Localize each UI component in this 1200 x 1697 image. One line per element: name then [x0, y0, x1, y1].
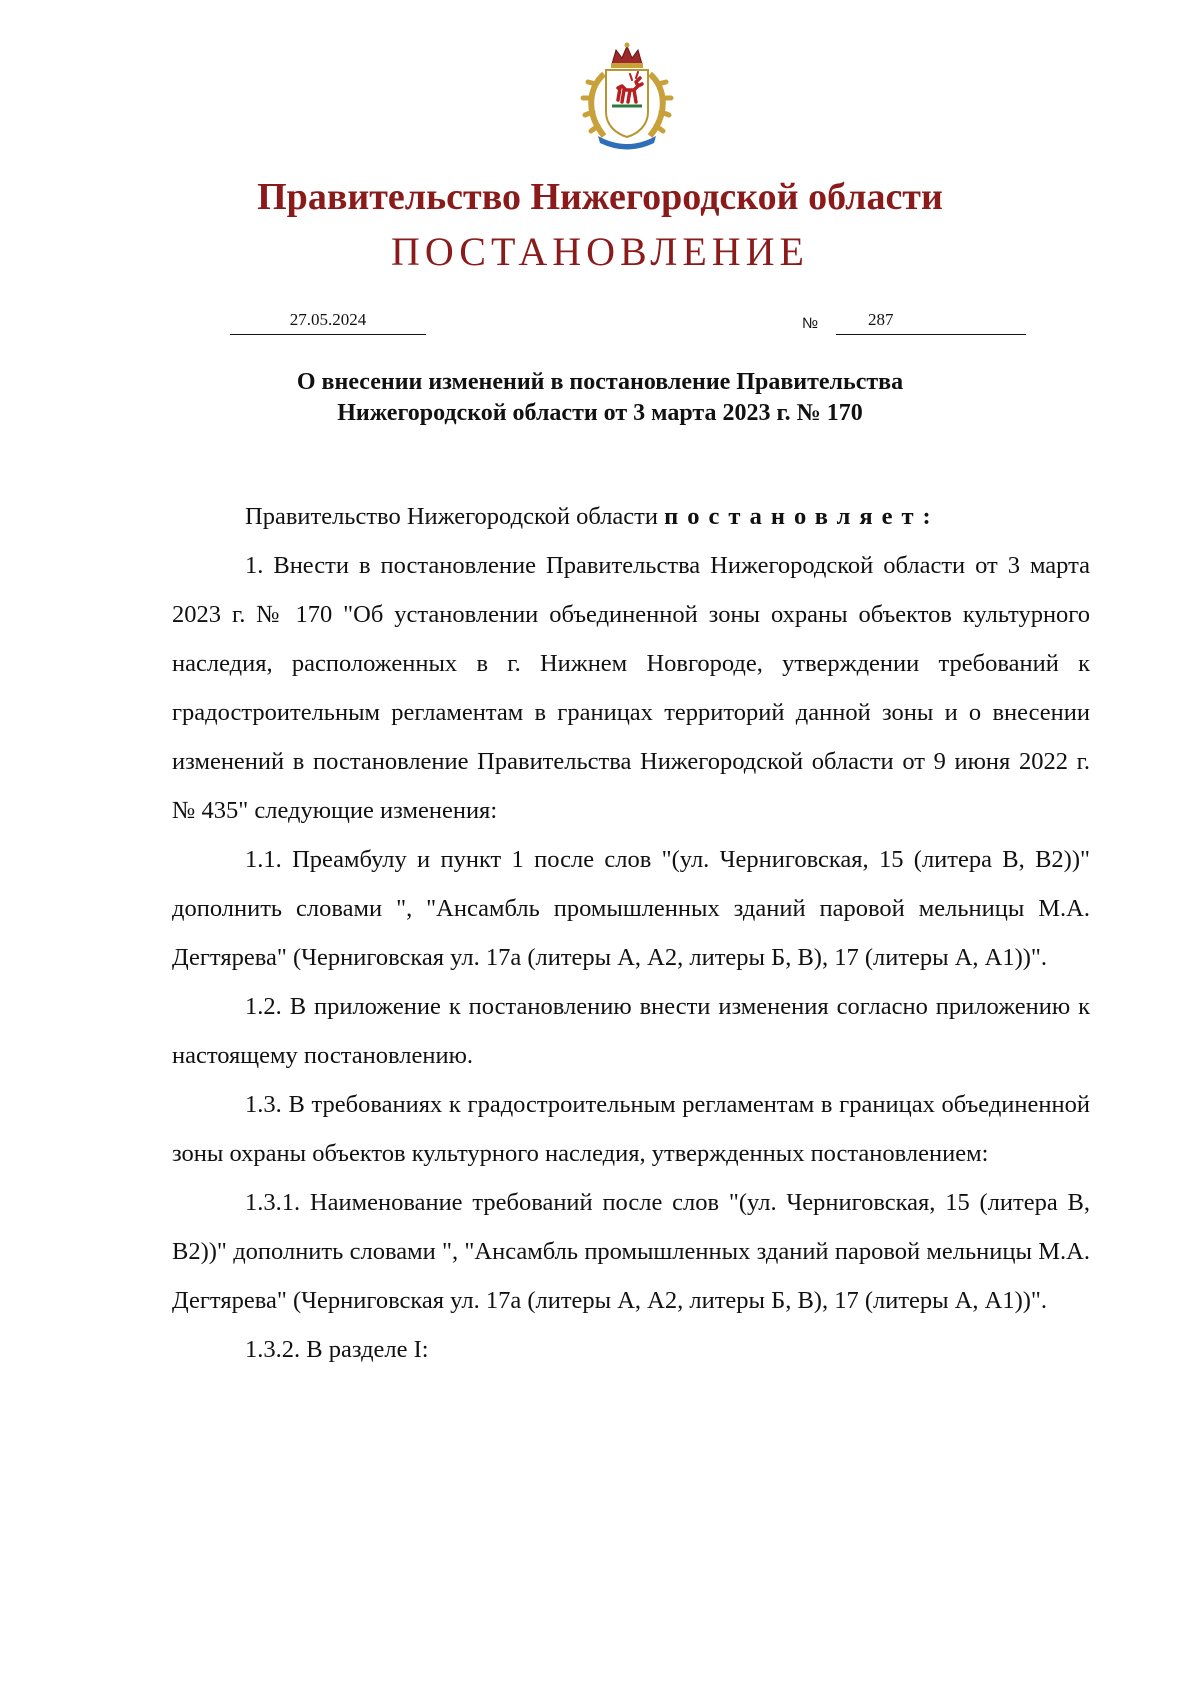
- document-body: [172, 492, 1090, 1374]
- number-sign: №: [802, 315, 819, 332]
- paragraph-1-3-2: 1.3.2. В разделе I:: [245, 1336, 429, 1363]
- paragraph-1-3-1: 1.3.1. Наименование требований после слов "(ул. Черниговская, 15 (литера В, В2))" дополнить словами ", "Ансамбль промышленных зданий паровой мельницы М.А. Дегтярева" (Черниговская ул. 17а (литеры А, А2, литеры Б, В), 17 (литеры А, А1))".: [172, 1189, 1090, 1314]
- document-type: ПОСТАНОВЛЕНИЕ: [391, 229, 809, 274]
- coat-of-arms-icon: [574, 40, 680, 150]
- preamble-text: Правительство Нижегородской области: [245, 503, 665, 530]
- paragraph-1: 1. Внести в постановление Правительства Нижегородской области от 3 марта 2023 г. № 170 "Об установлении объединенной зоны охраны объектов культурного наследия, расположенных в г. Нижнем Новгороде, утверждении требований к градостроительным регламентам в границах территорий данной зоны и о внесении изменений в постановление Правительства Нижегородской области от 9 июня 2022 г. № 435" следующие изменения:: [172, 552, 1090, 824]
- paragraph-1-3: 1.3. В требованиях к градостроительным регламентам в границах объединенной зоны охраны объектов культурного наследия, утвержденных постановлением:: [172, 1091, 1090, 1167]
- subject-line-2: Нижегородской области от 3 марта 2023 г. № 170: [337, 400, 863, 426]
- document-subject: [0, 367, 1200, 429]
- organization-title: Правительство Нижегородской области: [257, 176, 943, 218]
- paragraph-1-1: 1.1. Преамбулу и пункт 1 после слов "(ул. Черниговская, 15 (литера В, В2))" дополнить словами ", "Ансамбль промышленных зданий паровой мельницы М.А. Дегтярева" (Черниговская ул. 17а (литеры А, А2, литеры Б, В), 17 (литеры А, А1))".: [172, 846, 1090, 971]
- preamble: [172, 492, 1090, 541]
- document-date: 27.05.2024: [230, 308, 426, 335]
- document-number: 287: [868, 310, 894, 329]
- preamble-verb: постановляет:: [664, 503, 940, 530]
- subject-line-1: О внесении изменений в постановление Правительства: [296, 369, 904, 395]
- document-number-field: [836, 308, 1026, 335]
- paragraph-1-2: 1.2. В приложение к постановлению внести изменения согласно приложению к настоящему постановлению.: [172, 993, 1090, 1069]
